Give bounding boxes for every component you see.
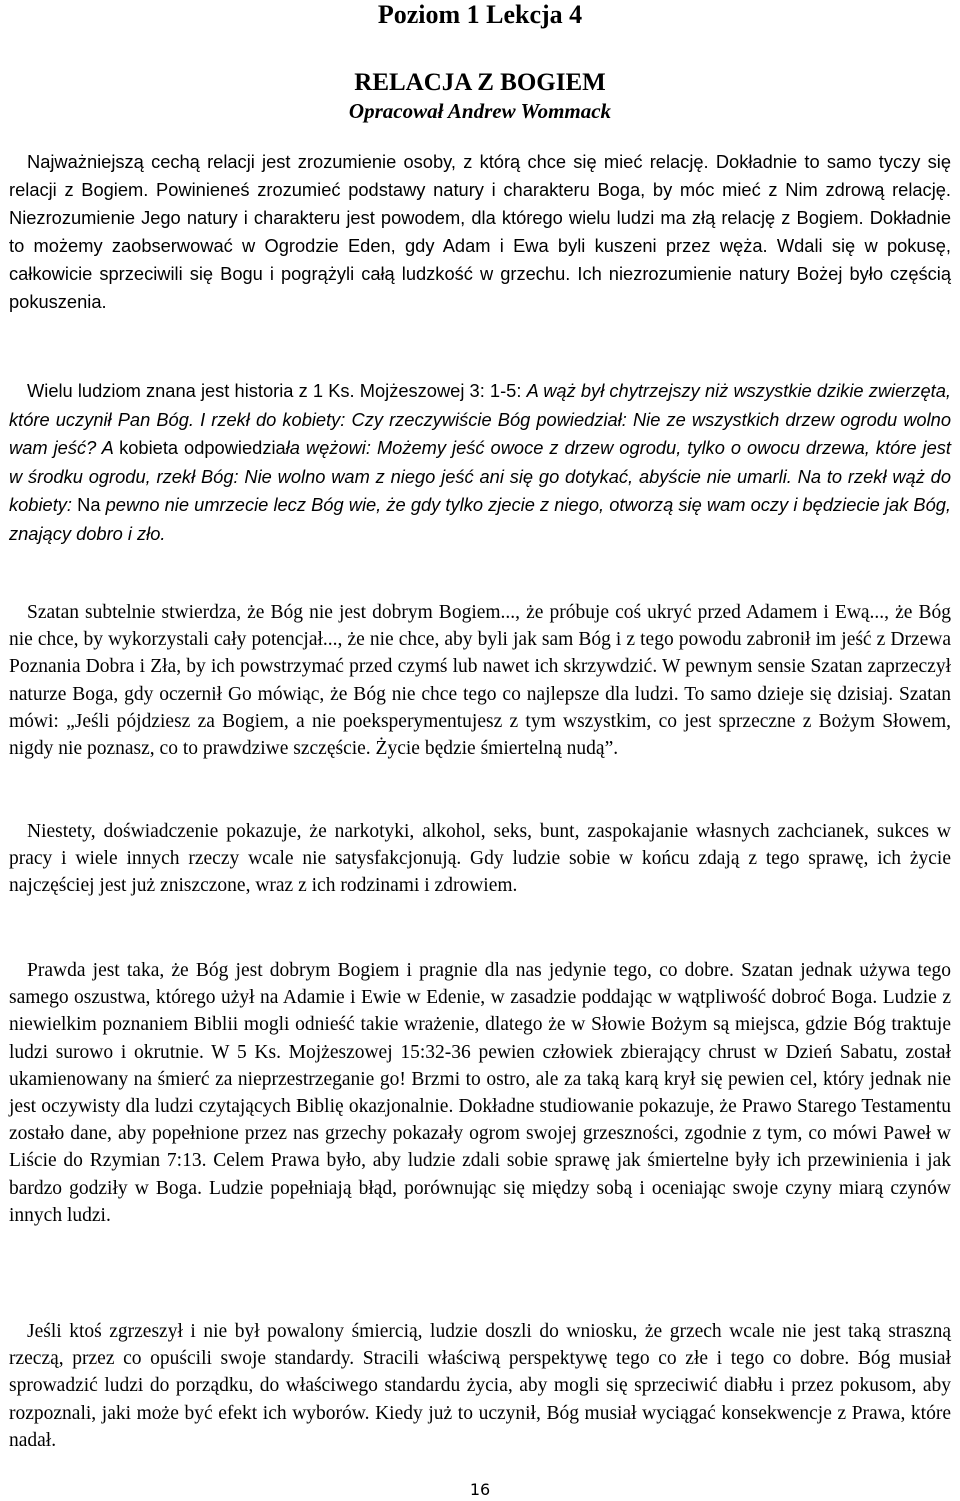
paragraph-1: Najważniejszą cechą relacji jest zrozumienie osoby, z którą chce się mieć relację. Dokładnie to samo tyczy się relacji z Bogiem. Powinieneś zrozumieć podstawy natury i charakteru Boga, by móc mieć z Nim zdrową relację. Niezrozumienie Jego natury i charakteru jest powodem, dla którego wielu ludzi ma złą relację z Bogiem. Dokładnie to możemy zaobserwować w Ogrodzie Eden, gdy Adam i Ewa byli kuszeni przez węża. Wdali się w pokusę, całkowicie sprzeciwili się Bogu i pogrążyli całą ludzkość w grzechu. Ich niezrozumienie natury Bożej było częścią pokuszenia. — [9, 151, 951, 312]
paragraph-2-mid: kobieta odpowiedzia — [119, 437, 286, 458]
lesson-heading: Poziom 1 Lekcja 4 — [377, 0, 583, 29]
paragraph-2-intro: Wielu ludziom znana jest historia z 1 Ks. Mojżeszowej 3: 1-5: — [27, 380, 527, 401]
author-line: Opracował Andrew Wommack — [348, 99, 612, 123]
scripture-quote-2: ła wężowi: Możemy jeść owoce z drzew ogrodu, tylko o owocu drzewa, które jest w środku ogrodu, rzekł Bóg: Nie wolno wam z niego jeść ani się go dotykać, abyście nie umarli. Na to rzekł wąż do kobiety: — [9, 437, 951, 515]
paragraph-4: Niestety, doświadczenie pokazuje, że narkotyki, alkohol, seks, bunt, zaspokajanie własnych zachcianek, sukces w pracy i wiele innych rzeczy wcale nie satysfakcjonują. Gdy ludzie sobie w końcu zdają z tego sprawę, ich życie najczęściej jest już zniszczone, wraz z ich rodzinami i zdrowiem. — [9, 821, 951, 897]
scripture-quote-3: pewno nie umrzecie lecz Bóg wie, że gdy tylko zjecie z niego, otworzą się wam oczy i będziecie jak Bóg, znający dobro i zło. — [9, 494, 951, 544]
page-number: 16 — [469, 1480, 491, 1499]
paragraph-5: Prawda jest taka, że Bóg jest dobrym Bogiem i pragnie dla nas jedynie tego, co dobre. Szatan jednak używa tego samego oszustwa, którego użył na Adamie i Ewie w Edenie, w zasadzie poddając w wątpliwość dobroć Boga. Ludzie z niewielkim poznaniem Biblii mogli odnieść takie wrażenie, dlatego że w Słowie Bożym są miejsca, gdzie Bóg traktuje ludzi surowo i okrutnie. W 5 Ks. Mojżeszowej 15:32-36 pewien człowiek zbierający chrust w Dzień Sabatu, został ukamienowany na śmierć za nieprzestrzeganie go! Brzmi to ostro, ale za taką karą krył się pewien cel, który jednak nie jest oczywisty dla ludzi czytających Biblię okazjonalnie. Dokładne studiowanie pokazuje, że Prawo Starego Testamentu zostało dane, aby popełnione przez nas grzechy pokazały ogrom swojej grzeszności, zgodnie z tym, co mówi Paweł w Liście do Rzymian 7:13. Celem Prawa było, aby ludzie zdali sobie sprawę jak śmiertelne były ich przewinienia i jak bardzo godziły w Boga. Ludzie popełniają błąd, porównując się między sobą i oceniając swoje czyny miarą czynów innych ludzi. — [9, 960, 951, 1226]
paragraph-2 — [9, 377, 951, 548]
paragraph-6: Jeśli ktoś zgrzeszył i nie był powalony śmiercią, ludzie doszli do wniosku, że grzech wcale nie jest taką straszną rzeczą, przez co opuścili swoje standardy. Stracili właściwą perspektywę tego co złe i tego co dobre. Bóg musiał sprowadzić ludzi do porządku, do właściwego standardu życia, aby mogli się sprzeciwić diabłu i przez pokusom, aby rozpoznali, jaki może być efekt ich wyborów. Kiedy już to uczynił, Bóg musiał wyciągać konsekwencje z Prawa, które nadał. — [9, 1321, 951, 1451]
scripture-quote-1: A wąż był chytrzejszy niż wszystkie dzikie zwierzęta, które uczynił Pan Bóg. I rzekł do kobiety: Czy rzeczywiście Bóg powiedział: Nie ze wszystkich drzew ogrodu wolno wam jeść? A — [9, 380, 951, 458]
paragraph-3: Szatan subtelnie stwierdza, że Bóg nie jest dobrym Bogiem..., że próbuje coś ukryć przed Adamem i Ewą..., że Bóg nie chce, by wykorzystali cały potencjał..., że nie chce, aby byli jak sam Bóg i z tego powodu zabronił im jeść z Drzewa Poznania Dobra i Zła, by ich powstrzymać przed czymś lub nawet ich skrzywdzić. W pewnym sensie Szatan zaprzeczył naturze Boga, gdy oczernił Go mówiąc, że Bóg nie chce tego co najlepsze dla ludzi. To samo dzieje się dzisiaj. Szatan mówi: „Jeśli pójdziesz za Bogiem, a nie poeksperymentujesz z tym wszystkim, co jest sprzeczne z Bożym Słowem, nigdy nie poznasz, co to prawdziwe szczęście. Życie będzie śmiertelną nudą”. — [9, 602, 951, 760]
document-title: RELACJA Z BOGIEM — [354, 69, 606, 96]
paragraph-2-na: Na — [77, 494, 106, 515]
